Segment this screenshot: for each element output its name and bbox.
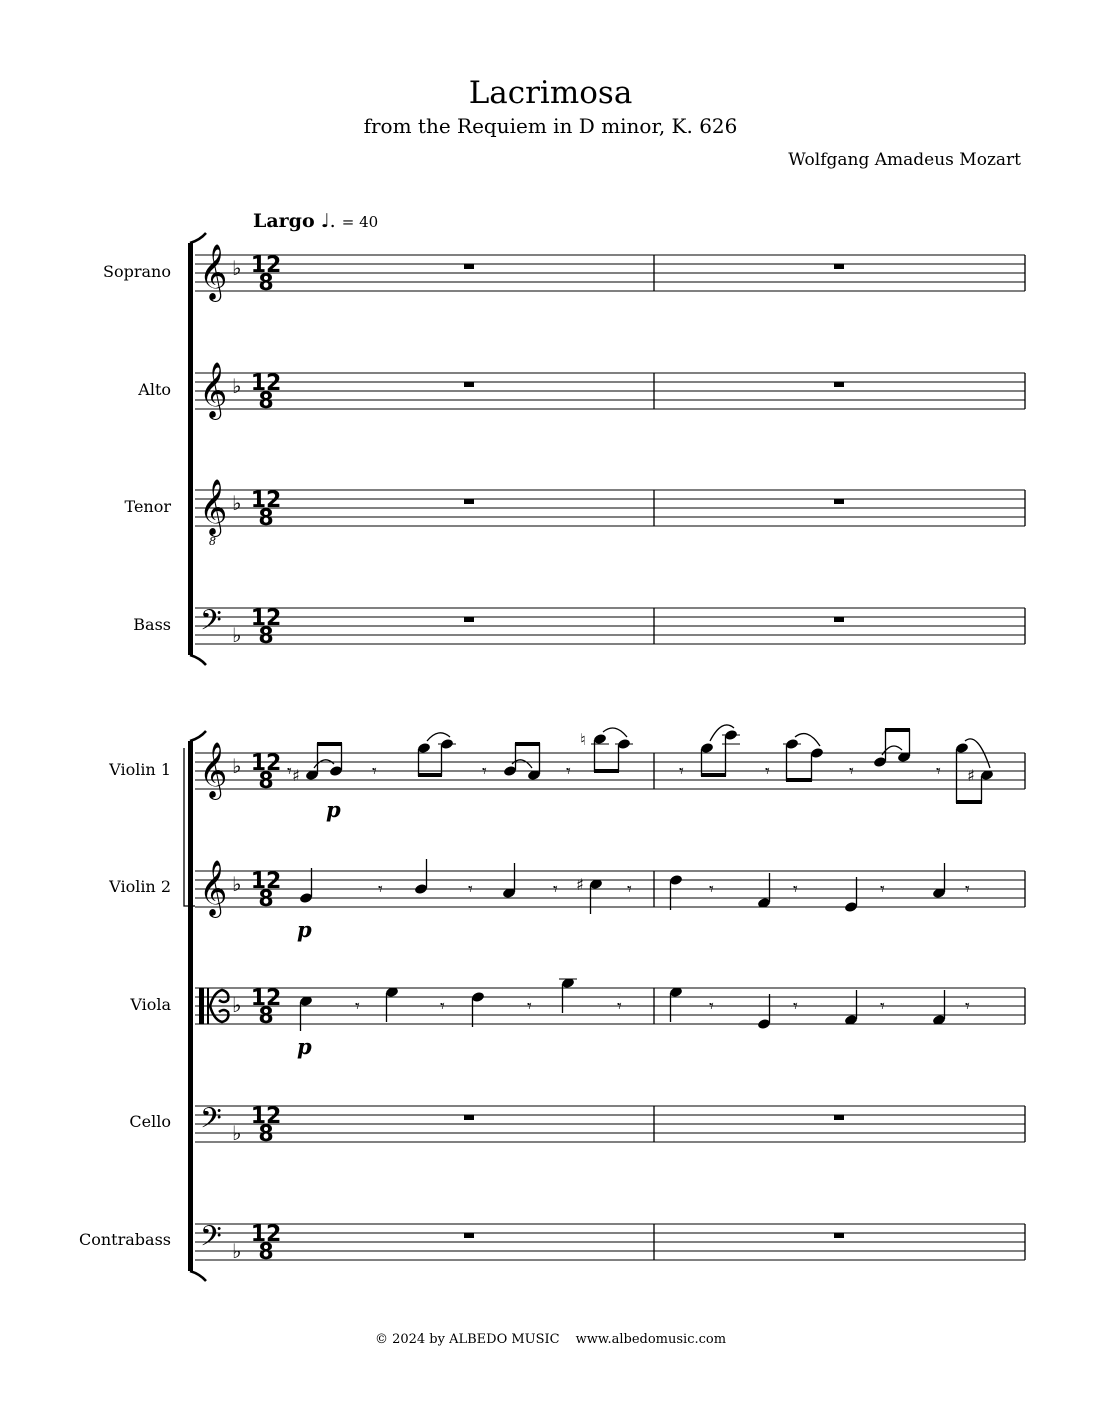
time-sig-top: 12	[250, 1222, 282, 1247]
bass-clef-icon: 𝄢	[200, 604, 222, 644]
dynamic-piano: p	[326, 797, 341, 822]
treble-clef-icon: 𝄞	[199, 860, 228, 916]
measure-rest-icon	[834, 1233, 844, 1238]
time-sig-bottom: 8	[258, 1240, 274, 1265]
time-sig-bottom: 8	[258, 271, 274, 296]
measure-rest-icon	[834, 499, 844, 504]
staff-6	[195, 860, 1025, 918]
time-sig-bottom: 8	[258, 389, 274, 414]
measure-rest-icon	[464, 499, 474, 504]
accidental-icon: ♮	[580, 730, 586, 749]
eighth-rest-icon: 𝄾	[617, 996, 622, 1017]
measure-rest-icon	[834, 382, 844, 387]
beam	[317, 742, 342, 746]
instrument-name-alto: Alto	[138, 380, 171, 399]
eighth-rest-icon: 𝄾	[372, 761, 377, 782]
eighth-rest-icon: 𝄾	[468, 879, 473, 900]
flat-key-icon: ♭	[232, 374, 242, 398]
measure-rest-icon	[464, 1233, 474, 1238]
octave-8-icon: 8	[209, 535, 216, 548]
flat-key-icon: ♭	[232, 872, 242, 896]
accidental-icon: ♯	[292, 766, 300, 785]
time-sig-top: 12	[250, 253, 282, 278]
dynamic-piano: p	[297, 917, 312, 942]
measure-rest-icon	[464, 617, 474, 622]
eighth-rest-icon: 𝄾	[765, 761, 770, 782]
tempo-note-icon: ♩.	[320, 210, 336, 232]
bass-clef-icon: 𝄢	[200, 1220, 222, 1260]
staff-4	[195, 604, 1025, 649]
eighth-rest-icon: 𝄾	[378, 879, 383, 900]
time-sig-bottom: 8	[258, 1004, 274, 1029]
eighth-rest-icon: 𝄾	[709, 996, 714, 1017]
viola-notes	[297, 977, 970, 1059]
copyright-text: © 2024 by ALBEDO MUSIC	[374, 1332, 560, 1347]
instrument-name-contrabass: Contrabass	[79, 1230, 171, 1249]
time-sig-top: 12	[250, 606, 282, 631]
measure-rest-icon	[834, 617, 844, 622]
treble-clef-icon: 𝄞	[199, 742, 228, 798]
treble-clef-icon: 𝄞	[199, 244, 228, 300]
staff-8	[195, 1102, 1025, 1147]
measure-rest-icon	[834, 264, 844, 269]
eighth-rest-icon: 𝄾	[965, 879, 970, 900]
instrument-name-violin1: Violin 1	[109, 760, 171, 779]
time-sig-top: 12	[250, 751, 282, 776]
eighth-rest-icon: 𝄾	[566, 761, 571, 782]
footer-url: www.albedomusic.com	[575, 1332, 727, 1347]
instrument-name-tenor: Tenor	[124, 497, 171, 516]
eighth-rest-icon: 𝄾	[793, 879, 798, 900]
time-sig-top: 12	[250, 986, 282, 1011]
instrument-name-bass: Bass	[133, 615, 171, 634]
eighth-rest-icon: 𝄾	[527, 996, 532, 1017]
time-sig-bottom: 8	[258, 1122, 274, 1147]
staff-2	[195, 362, 1025, 420]
treble-clef-icon: 𝄞	[199, 362, 228, 418]
staff-7	[195, 986, 1025, 1029]
measure-rest-icon	[464, 264, 474, 269]
time-sig-top: 12	[250, 869, 282, 894]
instrument-name-viola: Viola	[130, 995, 171, 1014]
time-sig-top: 12	[250, 1104, 282, 1129]
eighth-rest-icon: 𝄾	[793, 996, 798, 1017]
footer	[0, 1332, 1101, 1347]
tempo-value: = 40	[341, 213, 379, 231]
flat-key-icon: ♭	[232, 623, 242, 647]
flat-key-icon: ♭	[232, 993, 242, 1017]
score-title: Lacrimosa	[468, 75, 633, 111]
staff-9	[195, 1220, 1025, 1265]
staff-1	[195, 244, 1025, 302]
beam	[701, 773, 726, 777]
beam	[956, 800, 982, 804]
flat-key-icon: ♭	[232, 754, 242, 778]
measure-rest-icon	[464, 382, 474, 387]
measure-rest-icon	[464, 1115, 474, 1120]
beam	[515, 742, 540, 746]
beam	[786, 778, 812, 782]
eighth-rest-icon: 𝄾	[936, 761, 941, 782]
eighth-rest-icon: 𝄾	[482, 761, 487, 782]
eighth-rest-icon: 𝄾	[709, 879, 714, 900]
eighth-rest-icon: 𝄾	[965, 996, 970, 1017]
instrument-name-violin2: Violin 2	[109, 877, 171, 896]
composer-name: Wolfgang Amadeus Mozart	[788, 150, 1021, 170]
score-subtitle: from the Requiem in D minor, K. 626	[363, 114, 738, 138]
time-sig-top: 12	[250, 488, 282, 513]
flat-key-icon: ♭	[232, 491, 242, 515]
accidental-icon: ♯	[576, 875, 584, 894]
flat-key-icon: ♭	[232, 256, 242, 280]
flat-key-icon: ♭	[232, 1239, 242, 1263]
instrument-name-cello: Cello	[129, 1112, 171, 1131]
bass-clef-icon: 𝄢	[200, 1102, 222, 1142]
instrument-name-soprano: Soprano	[103, 262, 171, 281]
measure-rest-icon	[834, 1115, 844, 1120]
accidental-icon: ♯	[967, 766, 975, 785]
time-sig-bottom: 8	[258, 887, 274, 912]
eighth-rest-icon: 𝄾	[355, 996, 360, 1017]
beam	[594, 769, 619, 773]
eighth-rest-icon: 𝄾	[679, 761, 684, 782]
violin1-notes	[287, 725, 994, 822]
beam	[418, 773, 442, 777]
time-sig-bottom: 8	[258, 769, 274, 794]
time-sig-bottom: 8	[258, 624, 274, 649]
dynamic-piano: p	[297, 1034, 312, 1059]
eighth-rest-icon: 𝄾	[849, 761, 854, 782]
tempo-text: Largo	[253, 210, 315, 232]
flat-key-icon: ♭	[232, 1121, 242, 1145]
eighth-rest-icon: 𝄾	[553, 879, 558, 900]
eighth-rest-icon: 𝄾	[440, 996, 445, 1017]
treble-clef-icon: 𝄞	[199, 479, 228, 535]
staff-3	[195, 479, 1025, 548]
slur	[603, 728, 627, 737]
time-sig-bottom: 8	[258, 506, 274, 531]
beam	[885, 728, 910, 732]
eighth-rest-icon: 𝄾	[880, 996, 885, 1017]
eighth-rest-icon: 𝄾	[627, 879, 632, 900]
note-marks	[287, 264, 994, 1238]
time-sig-top: 12	[250, 371, 282, 396]
eighth-rest-icon: 𝄾	[880, 879, 885, 900]
eighth-rest-icon: 𝄾	[287, 761, 292, 782]
